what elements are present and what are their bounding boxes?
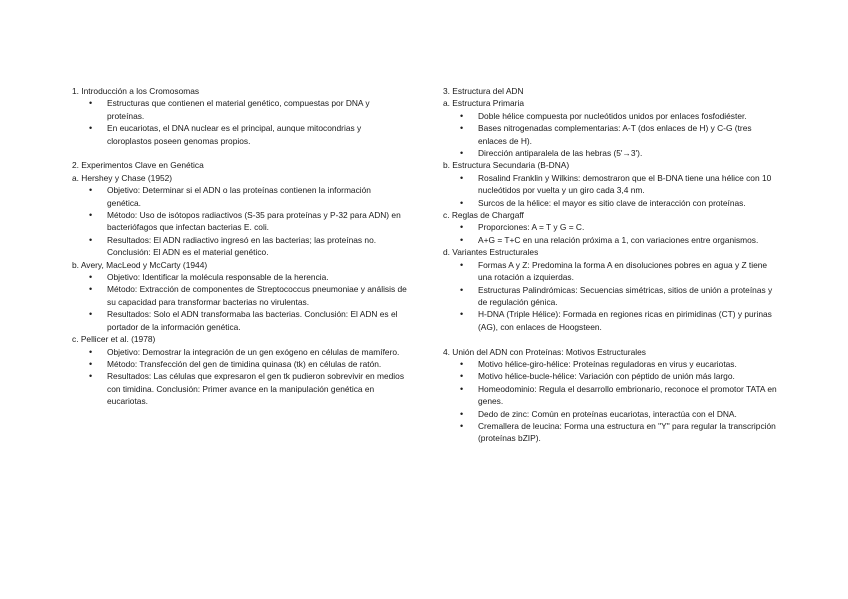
list-item: • Resultados: El ADN radiactivo ingresó en las bacterias; las proteínas no. Conclusión: El ADN es el material genético. — [72, 234, 407, 259]
list-item: • Objetivo: Identificar la molécula responsable de la herencia. — [72, 271, 407, 283]
section-dna-protein-binding — [443, 346, 778, 445]
subsection-heading: c. Pellicer et al. (1978) — [72, 334, 156, 345]
list-item: • H-DNA (Triple Hélice): Formada en regiones ricas en pirimidinas (CT) y purinas (AG), con enlaces de Hoogsteen. — [443, 308, 778, 333]
section-heading: 3. Estructura del ADN — [443, 86, 524, 96]
list-item: • Resultados: Solo el ADN transformaba las bacterias. Conclusión: El ADN es el portador de la información genética. — [72, 308, 407, 333]
bullet-list — [72, 184, 407, 258]
list-item: • Proporciones: A = T y G = C. — [443, 221, 778, 233]
list-item: • Estructuras Palindrómicas: Secuencias simétricas, sitios de unión a proteínas y de regulación génica. — [443, 284, 778, 309]
bullet-list — [72, 346, 407, 408]
list-item: • En eucariotas, el DNA nuclear es el principal, aunque mitocondrias y cloroplastos poseen genomas propios. — [72, 122, 407, 147]
section-heading: 2. Experimentos Clave en Genética — [72, 160, 204, 171]
list-item: • Método: Uso de isótopos radiactivos (S-35 para proteínas y P-32 para ADN) en bacteriófagos que infectan bacterias E. coli. — [72, 209, 407, 234]
bullet-list — [443, 110, 778, 160]
section-heading: 4. Unión del ADN con Proteínas: Motivos Estructurales — [443, 346, 646, 357]
section-heading: 1. Introducción a los Cromosomas — [72, 86, 200, 96]
subsection-heading: c. Reglas de Chargaff — [443, 210, 524, 221]
list-item: • Resultados: Las células que expresaron el gen tk pudieron sobrevivir en medios con timidina. Conclusión: Primer avance en la manipulación genética en eucariotas. — [72, 370, 407, 407]
subsection-heading: d. Variantes Estructurales — [443, 247, 539, 258]
left-column — [72, 85, 407, 408]
list-item: • A+G = T+C en una relación próxima a 1, con variaciones entre organismos. — [443, 234, 778, 246]
list-item: • Dedo de zinc: Común en proteínas eucariotas, interactúa con el DNA. — [443, 408, 778, 420]
list-item: • Método: Extracción de componentes de Streptococcus pneumoniae y análisis de su capacidad para transformar bacterias no virulentas. — [72, 283, 407, 308]
list-item: • Dirección antiparalela de las hebras (5'→3'). — [443, 147, 778, 159]
list-item: • Motivo hélice-bucle-hélice: Variación con péptido de unión más largo. — [443, 370, 778, 382]
section-dna-structure — [443, 85, 778, 333]
list-item: • Bases nitrogenadas complementarias: A-T (dos enlaces de H) y C-G (tres enlaces de H). — [443, 122, 778, 147]
list-item: • Surcos de la hélice: el mayor es sitio clave de interacción con proteínas. — [443, 197, 778, 209]
bullet-list — [72, 97, 407, 147]
subsection-heading: a. Estructura Primaria — [443, 98, 524, 109]
bullet-list — [443, 358, 778, 445]
section-intro — [72, 85, 407, 147]
list-item: • Motivo hélice-giro-hélice: Proteínas reguladoras en virus y eucariotas. — [443, 358, 778, 370]
subsection-heading: b. Estructura Secundaria (B-DNA) — [443, 160, 570, 171]
section-experiments — [72, 159, 407, 407]
bullet-list — [72, 271, 407, 333]
bullet-list — [443, 259, 778, 333]
list-item: • Objetivo: Determinar si el ADN o las proteínas contienen la información genética. — [72, 184, 407, 209]
subsection-heading: b. Avery, MacLeod y McCarty (1944) — [72, 259, 208, 270]
list-item: • Cremallera de leucina: Forma una estructura en "Y" para regular la transcripción (proteínas bZIP). — [443, 420, 778, 445]
list-item: • Rosalind Franklin y Wilkins: demostraron que el B-DNA tiene una hélice con 10 nucleótidos por vuelta y un giro cada 3,4 nm. — [443, 172, 778, 197]
list-item: • Objetivo: Demostrar la integración de un gen exógeno en células de mamífero. — [72, 346, 407, 358]
bullet-list — [443, 172, 778, 209]
list-item: • Método: Transfección del gen de timidina quinasa (tk) en células de ratón. — [72, 358, 407, 370]
right-column — [443, 85, 778, 445]
list-item: • Formas A y Z: Predomina la forma A en disoluciones pobres en agua y Z tiene una rotación a izquierdas. — [443, 259, 778, 284]
list-item: • Doble hélice compuesta por nucleótidos unidos por enlaces fosfodiéster. — [443, 110, 778, 122]
list-item: • Estructuras que contienen el material genético, compuestas por DNA y proteínas. — [72, 97, 407, 122]
subsection-heading: a. Hershey y Chase (1952) — [72, 172, 173, 183]
list-item: • Homeodominio: Regula el desarrollo embrionario, reconoce el promotor TATA en genes. — [443, 383, 778, 408]
bullet-list — [443, 221, 778, 246]
